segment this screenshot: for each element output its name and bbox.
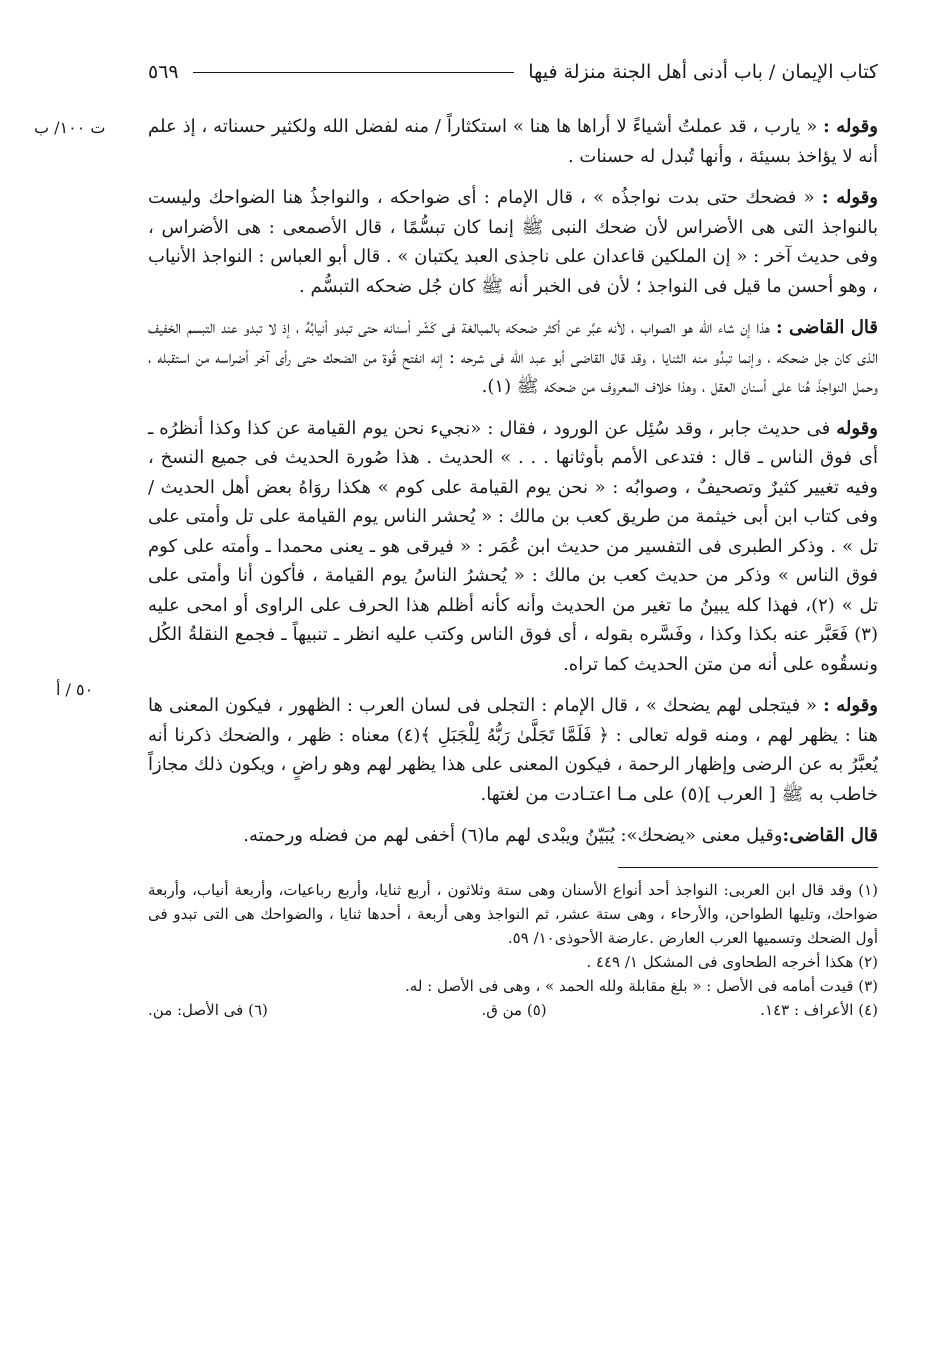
paragraph-lead: وقوله xyxy=(836,417,878,439)
paragraph-text: « يارب ، قد عملتُ أشياءً لا أراها ها هنا » استكثاراً / منه لفضل الله ولكثير حسناته ، إذ علم أنه لا يؤاخذ بسيئة ، وأنها تُبدل له حسنات . xyxy=(148,116,878,167)
paragraph-text: وقيل معنى «يضحك»: يُبَيّنُ ويبْدى لهم ما(٦) أخفى لهم من فضله ورحمته. xyxy=(243,825,783,846)
header-title: كتاب الإيمان / باب أدنى أهل الجنة منزلة فيها xyxy=(528,61,878,83)
paragraph-text: « فيتجلى لهم يضحك » ، قال الإمام : التجلى فى لسان العرب : الظهور ، فيكون المعنى ها هنا : يظهر لهم ، ومنه قوله تعالى : ﴿ فَلَمَّا تَجَلَّىٰ رَبُّهُ لِلْجَبَلِ ﴾(٤) معناه : ظهر ، والضحك ذكرنا أنه يُعبَّرُ به عن الرضى وإظهار الرحمة ، فيكون المعنى على هذا يظهر لهم وهو راضٍ ، ويكون ذلك مجازاً خاطب به ﷺ [ العرب ](٥) على مـا اعتـادت من لغتها. xyxy=(148,695,878,805)
footnote-1: (١) وقد قال ابن العربى: النواجذ أحد أنواع الأسنان وهى ستة وثلاثون ، أربع ثنايا، وأربع رباعيات، وأربعة أنياب، وأربعة ضواحك، وتليها الطواحن، والأرحاء ، وهى ستة عشر، ثم النواجذ وهى أربعة ، أحدها ثنايا ، والضواحك هى التى تبدو فى أول الضحك وتسميها العرب العارض .عارضة الأحوذى١٠/ ٥٩. xyxy=(148,880,878,947)
footnote-separator xyxy=(618,867,878,868)
header-rule xyxy=(193,72,515,73)
margin-note-top: ت ١٠٠/ ب xyxy=(34,118,106,137)
paragraph xyxy=(148,313,878,402)
paragraph xyxy=(148,183,878,301)
page-body xyxy=(148,112,878,1022)
paragraph-lead: قال القاضى: xyxy=(782,825,878,846)
footnote-4: (٤) الأعراف : ١٤٣. xyxy=(760,1000,878,1019)
paragraph-lead: قال القاضى : xyxy=(776,317,878,338)
footnote-3: (٣) قيدت أمامه فى الأصل : « بلغ مقابلة ولله الحمد » ، وهى فى الأصل : له. xyxy=(405,976,878,995)
paragraph-lead: وقوله : xyxy=(823,116,878,137)
paragraph xyxy=(148,112,878,171)
margin-note-mid: ٥٠ / أ xyxy=(56,680,94,699)
paragraph-lead: وقوله : xyxy=(821,187,878,208)
paragraph-text: فى حديث جابر ، وقد سُئِل عن الورود ، فقال : «نجيء نحن يوم القيامة عن كذا وكذا أنظرُه ـ أى فوق الناس ـ قال : فتدعى الأمم بأوثانها . . . » الحديث . هذا صُورة الحديث فى جميع النسخ ، وفيه تغيير كثيرٌ وتصحيفٌ ، وصوابُه : « نحن يوم القيامة على كوم » هكذا روَاهُ بعض أهل الحديث / وفى كتاب ابن أبى خيثمة من طريق كعب بن مالك : « يُحشر الناس يوم القيامة على تل وأمتى على تل » . وذكر الطبرى فى التفسير من حديث ابن عُمَر : « فيرقى هو ـ يعنى محمدا ـ وأمته على كوم فوق الناس » وذكر من حديث كعب بن مالك : « يُحشرُ الناسُ يوم القيامة ، فأكون أنا وأمتى على تل » (٢)، فهذا كله يبينُ ما تغير من الحديث وأنه كأنه أظلم هذا الحرف على الراوى أو امحى عليه (٣) فَعَبَّر عنه بكذا وكذا ، وفَسَّره بقوله ، أى فوق الناس وكتب عليه انظر ـ تنبيهاً ـ فجمع النقلةُ الكُل ونسقُوه على أنه من متن الحديث كما تراه. xyxy=(148,417,878,675)
paragraph-lead: وقوله : xyxy=(823,695,878,716)
paragraph-text: هذا إن شاء الله هو الصواب ، لأنه عبَّر عن أكثر ضحكه بالمبالغة فى كَشْر أسنانه حتى تبدو أنيابُهُ ، إذ لا تبدو عند التبسم الخفيف الذى كان جل ضحكه ، وإنما تبدُو منه الثنايا ، وقد قال القاضى أبو عبد الله فى شرحه : إنه انفتح قُوة من الضحك حتى رأى آخر أضراسه من استقبله ، وحمل النواجذَ هُنا على أسنان العقل ، وهذا خلاف المعروف من ضحكه ﷺ (١). xyxy=(148,317,878,397)
paragraph xyxy=(148,821,878,851)
footnote-6: (٦) فى الأصل: من. xyxy=(148,1000,268,1019)
footnote-2: (٢) هكذا أخرجه الطحاوى فى المشكل ١/ ٤٤٩ . xyxy=(586,952,878,971)
footnote-5: (٥) من ق. xyxy=(481,1000,547,1019)
paragraph-text: « فضحك حتى بدت نواجذُه » ، قال الإمام : أى ضواحكه ، والنواجذُ هنا الضواحك وليست بالنواجذ التى هى الأضراس لأن ضحك النبى ﷺ إنما كان تبسُّمًا ، قال الأصمعى : هى الأضراس ، وفى حديث آخر : « إن الملكين قاعدان على ناجذى العبد يكتبان » . قال أبو العباس : النواجذ الأنياب ، وهو أحسن ما قيل فى النواجذ ؛ لأن فى الخبر أنه ﷺ كان جُل ضحكه التبسُّم . xyxy=(148,187,878,297)
paragraph xyxy=(148,691,878,809)
paragraph xyxy=(148,414,878,680)
running-header xyxy=(148,52,878,92)
page-number: ٥٦٩ xyxy=(148,61,179,83)
footnote-row xyxy=(148,998,878,1022)
